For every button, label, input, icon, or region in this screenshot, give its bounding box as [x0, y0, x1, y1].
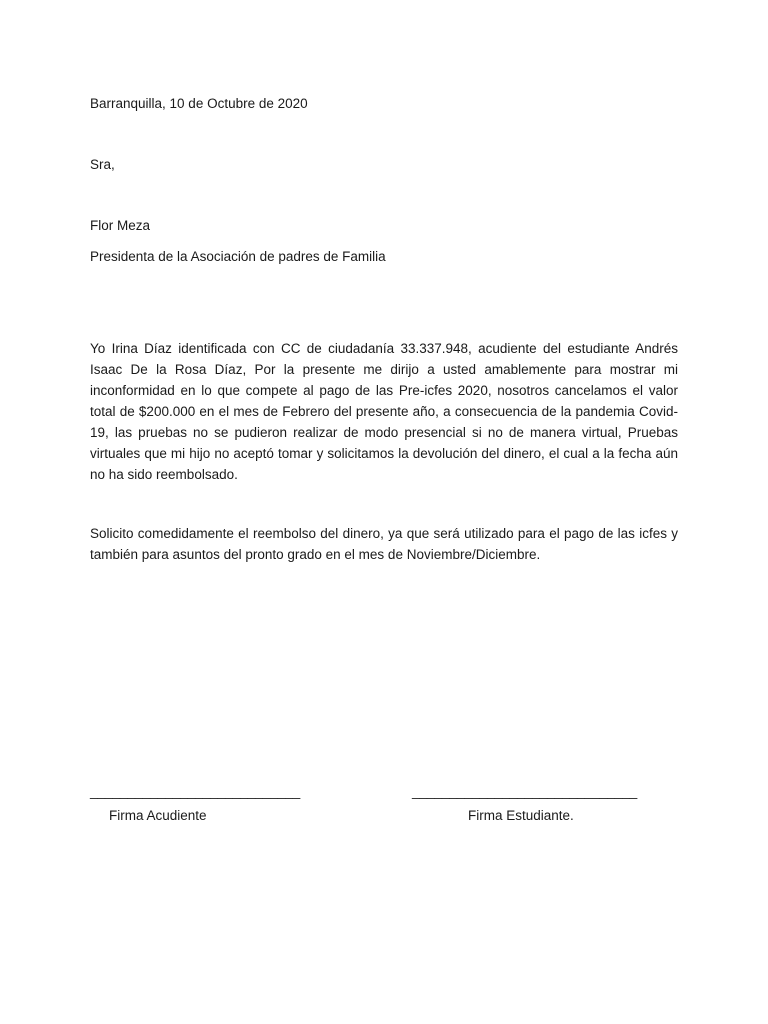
recipient-title: Presidenta de la Asociación de padres de Familia: [90, 249, 386, 264]
recipient-name: Flor Meza: [90, 218, 151, 233]
signature-line-estudiante: ______________________________: [412, 784, 638, 799]
signature-line-acudiente: ____________________________: [90, 784, 301, 799]
signature-label-acudiente: Firma Acudiente: [109, 808, 207, 823]
body-paragraph-1: Yo Irina Díaz identificada con CC de ciudadanía 33.337.948, acudiente del estudiante Andrés Isaac De la Rosa Díaz, Por la presente me dirijo a usted amablemente para mostrar mi inconformidad en lo que compete al pago de las Pre-icfes 2020, nosotros cancelamos el valor total de $200.000 en el mes de Febrero del presente año, a consecuencia de la pandemia Covid-19, las pruebas no se pudieron realizar de modo presencial si no de manera virtual, Pruebas virtuales que mi hijo no aceptó tomar y solicitamos la devolución del dinero, el cual a la fecha aún no ha sido reembolsado.: [90, 341, 678, 482]
salutation: Sra,: [90, 157, 115, 172]
body-paragraph-2: Solicito comedidamente el reembolso del dinero, ya que será utilizado para el pago de las icfes y también para asuntos del pronto grado en el mes de Noviembre/Diciembre.: [90, 526, 678, 562]
signature-label-estudiante: Firma Estudiante.: [468, 808, 574, 823]
place-date: Barranquilla, 10 de Octubre de 2020: [90, 96, 308, 111]
